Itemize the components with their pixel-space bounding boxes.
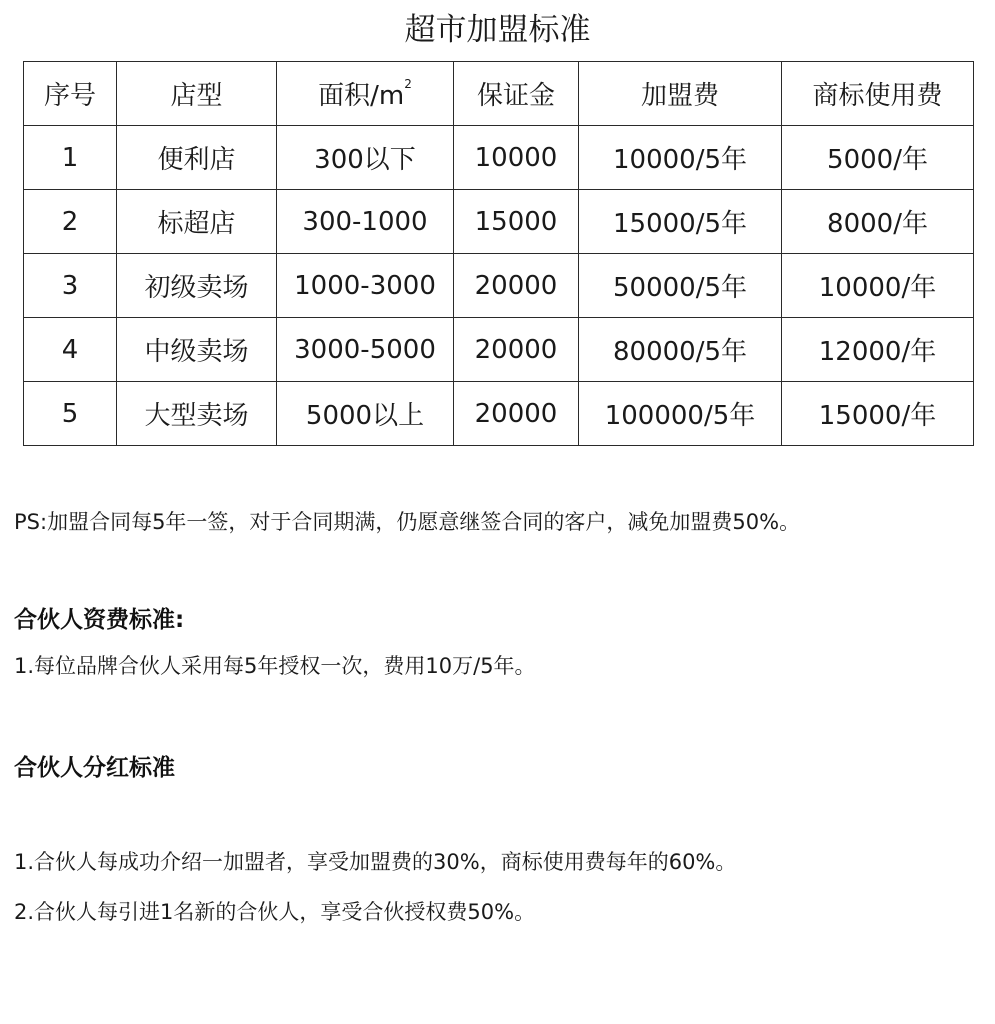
cell-trademark-fee: 8000/年	[782, 190, 974, 254]
table-row	[24, 254, 974, 318]
partner-dividend-item: 1.合伙人每成功介绍一加盟者，享受加盟费的30%，商标使用费每年的60%。	[14, 850, 737, 874]
partner-dividend-heading: 合伙人分红标准	[14, 755, 175, 781]
franchise-fee-table	[23, 61, 974, 446]
table-row	[24, 190, 974, 254]
cell-index: 4	[24, 318, 117, 382]
contract-renewal-note: PS:加盟合同每5年一签，对于合同期满，仍愿意继签合同的客户，减免加盟费50%。	[14, 510, 801, 534]
cell-index: 5	[24, 382, 117, 446]
cell-store-type: 大型卖场	[117, 382, 277, 446]
cell-area: 300-1000	[277, 190, 454, 254]
header-area	[277, 62, 454, 126]
partner-fee-heading: 合伙人资费标准:	[14, 607, 185, 633]
cell-store-type: 初级卖场	[117, 254, 277, 318]
header-deposit: 保证金	[454, 62, 579, 126]
partner-fee-item: 1.每位品牌合伙人采用每5年授权一次，费用10万/5年。	[14, 654, 536, 678]
header-trademark-fee: 商标使用费	[782, 62, 974, 126]
page-title: 超市加盟标准	[404, 12, 591, 48]
cell-deposit: 20000	[454, 318, 579, 382]
cell-area: 1000-3000	[277, 254, 454, 318]
cell-franchise-fee: 50000/5年	[579, 254, 782, 318]
cell-index: 1	[24, 126, 117, 190]
cell-franchise-fee: 15000/5年	[579, 190, 782, 254]
table-row	[24, 318, 974, 382]
area-unit-superscript: 2	[404, 77, 412, 91]
cell-trademark-fee: 10000/年	[782, 254, 974, 318]
cell-store-type: 便利店	[117, 126, 277, 190]
cell-franchise-fee: 100000/5年	[579, 382, 782, 446]
partner-dividend-item: 2.合伙人每引进1名新的合伙人，享受合伙授权费50%。	[14, 900, 536, 924]
cell-deposit: 20000	[454, 382, 579, 446]
cell-deposit: 10000	[454, 126, 579, 190]
cell-area: 3000-5000	[277, 318, 454, 382]
table-row	[24, 126, 974, 190]
cell-franchise-fee: 10000/5年	[579, 126, 782, 190]
cell-deposit: 15000	[454, 190, 579, 254]
cell-trademark-fee: 12000/年	[782, 318, 974, 382]
cell-franchise-fee: 80000/5年	[579, 318, 782, 382]
cell-index: 2	[24, 190, 117, 254]
cell-area: 300以下	[277, 126, 454, 190]
cell-store-type: 中级卖场	[117, 318, 277, 382]
header-store-type: 店型	[117, 62, 277, 126]
cell-area: 5000以上	[277, 382, 454, 446]
cell-trademark-fee: 15000/年	[782, 382, 974, 446]
cell-deposit: 20000	[454, 254, 579, 318]
header-franchise-fee: 加盟费	[579, 62, 782, 126]
cell-index: 3	[24, 254, 117, 318]
header-area-label: 面积/m	[318, 81, 405, 111]
cell-store-type: 标超店	[117, 190, 277, 254]
cell-trademark-fee: 5000/年	[782, 126, 974, 190]
table-header-row	[24, 62, 974, 126]
header-index: 序号	[24, 62, 117, 126]
table-row	[24, 382, 974, 446]
